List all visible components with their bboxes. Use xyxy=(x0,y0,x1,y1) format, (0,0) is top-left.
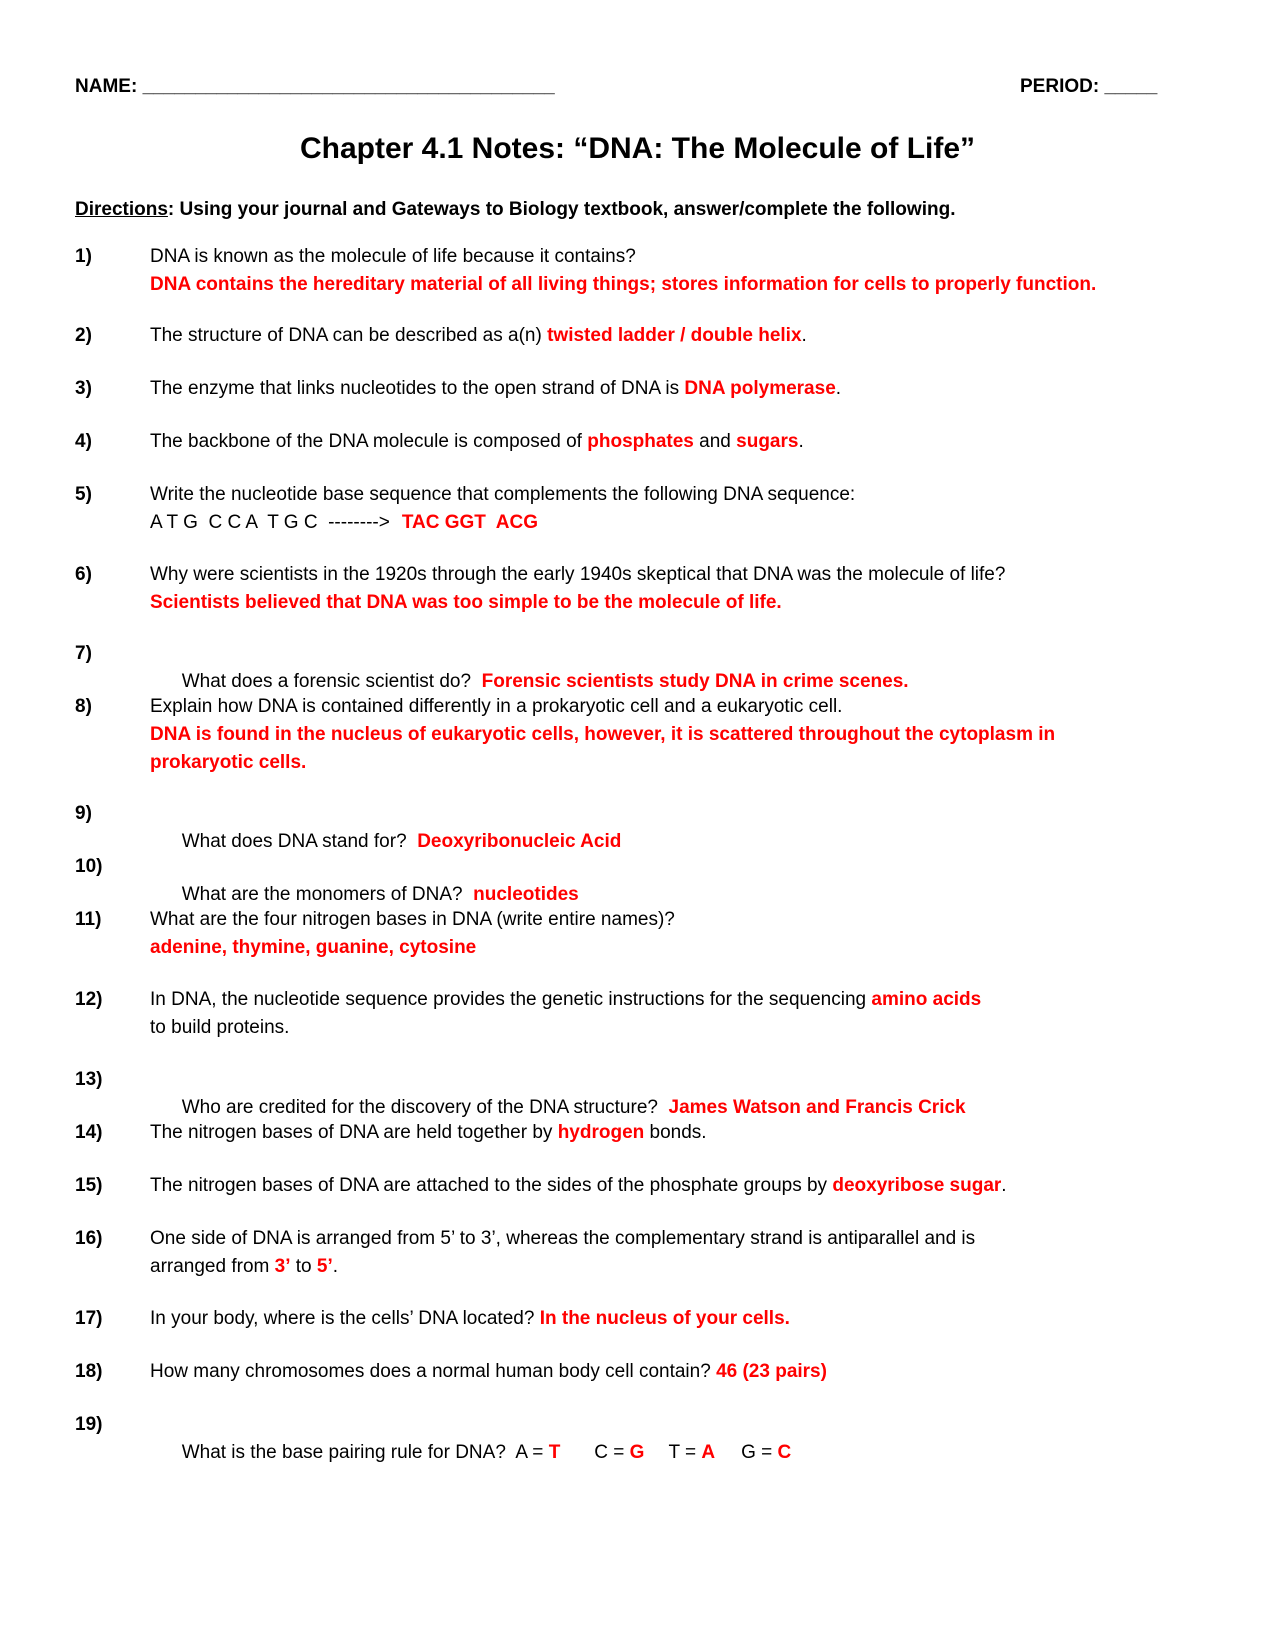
answer-text: DNA polymerase xyxy=(684,378,836,399)
question-text: Who are credited for the discovery of the DNA structure? xyxy=(181,1097,669,1118)
name-blank[interactable]: _______________________________________ xyxy=(142,76,555,97)
question-number: 13) xyxy=(75,1069,103,1090)
question-text-line-2: to build proteins. xyxy=(150,1017,290,1038)
answer-text-1: phosphates xyxy=(587,431,694,452)
pair-a-label: A = xyxy=(515,1442,549,1463)
question-text-line-2: arranged from xyxy=(150,1256,275,1277)
question-number: 9) xyxy=(75,803,92,824)
question-text: What are the monomers of DNA? xyxy=(181,884,474,905)
question-text-end: . xyxy=(1001,1175,1007,1196)
question-number: 5) xyxy=(75,484,92,505)
answer-text: In the nucleus of your cells. xyxy=(539,1308,790,1329)
period-row xyxy=(1020,76,1157,98)
question-number: 15) xyxy=(75,1175,103,1196)
question-text-end: . xyxy=(835,378,842,399)
question-number: 14) xyxy=(75,1122,103,1143)
question-text: One side of DNA is arranged from 5’ to 3’, whereas the complementary strand is antiparallel and is xyxy=(150,1228,976,1249)
pair-c-answer: G xyxy=(629,1442,645,1463)
question-number: 16) xyxy=(75,1228,103,1249)
answer-text: Deoxyribonucleic Acid xyxy=(417,831,622,852)
question-text: The nitrogen bases of DNA are attached to the sides of the phosphate groups by xyxy=(150,1175,833,1196)
question-text: In your body, where is the cells’ DNA located? xyxy=(150,1308,540,1329)
period-label: PERIOD: xyxy=(1020,76,1100,97)
question-number: 8) xyxy=(75,696,92,717)
answer-text: nucleotides xyxy=(473,884,579,905)
answer-text-line-2: prokaryotic cells. xyxy=(150,752,307,773)
question-number: 10) xyxy=(75,856,103,877)
pair-c-label: C = xyxy=(594,1442,630,1463)
answer-text: TAC GGT ACG xyxy=(401,512,538,533)
dna-sequence: A T G C C A T G C --------> xyxy=(150,512,390,533)
name-row xyxy=(75,76,555,98)
question-number: 2) xyxy=(75,325,92,346)
pair-g-answer: C xyxy=(777,1442,792,1463)
question-number: 11) xyxy=(75,909,102,930)
question-text: Why were scientists in the 1920s through the early 1940s skeptical that DNA was the molecule of life? xyxy=(150,564,1006,585)
pair-g-label: G = xyxy=(741,1442,778,1463)
directions xyxy=(75,198,955,222)
question-text: DNA is known as the molecule of life because it contains? xyxy=(150,246,636,267)
question-text: What are the four nitrogen bases in DNA (write entire names)? xyxy=(150,909,675,930)
question-number: 19) xyxy=(75,1414,103,1435)
question-number: 12) xyxy=(75,989,103,1010)
answer-text-2: sugars xyxy=(736,431,799,452)
question-text: What does a forensic scientist do? xyxy=(181,671,482,692)
question-number: 18) xyxy=(75,1361,103,1382)
question-text-end: . xyxy=(332,1256,339,1277)
question-text-end: . xyxy=(798,431,804,452)
answer-text-1: 3’ xyxy=(274,1256,291,1277)
question-text: The backbone of the DNA molecule is composed of xyxy=(150,431,588,452)
answer-text: Forensic scientists study DNA in crime scenes. xyxy=(481,671,909,692)
question-text: How many chromosomes does a normal human body cell contain? xyxy=(150,1361,717,1382)
pair-a-answer: T xyxy=(548,1442,561,1463)
question-text-end: bonds. xyxy=(644,1122,707,1143)
answer-text: James Watson and Francis Crick xyxy=(668,1097,966,1118)
question-text-mid: and xyxy=(693,431,737,452)
question-text-mid: to xyxy=(290,1256,317,1277)
question-number: 7) xyxy=(75,643,92,664)
directions-label: Directions xyxy=(75,199,168,220)
question-number: 17) xyxy=(75,1308,103,1329)
answer-text: adenine, thymine, guanine, cytosine xyxy=(150,937,477,958)
answer-text: hydrogen xyxy=(557,1122,645,1143)
question-text: What does DNA stand for? xyxy=(181,831,418,852)
question-number: 6) xyxy=(75,564,92,585)
answer-text: amino acids xyxy=(871,989,982,1010)
question-number: 1) xyxy=(75,246,92,267)
name-label: NAME: xyxy=(75,76,138,97)
directions-text: : Using your journal and Gateways to Biology textbook, answer/complete the following. xyxy=(167,199,956,220)
pair-t-label: T = xyxy=(668,1442,702,1463)
answer-text: 46 (23 pairs) xyxy=(716,1361,827,1382)
answer-text: twisted ladder / double helix xyxy=(547,325,802,346)
question-text: In DNA, the nucleotide sequence provides the genetic instructions for the sequencing xyxy=(150,989,872,1010)
pair-t-answer: A xyxy=(701,1442,716,1463)
question-text-end: . xyxy=(801,325,807,346)
question-text: The enzyme that links nucleotides to the open strand of DNA is xyxy=(150,378,685,399)
question-text: The structure of DNA can be described as a(n) xyxy=(150,325,548,346)
answer-text: DNA contains the hereditary material of all living things; stores information for cells to properly function. xyxy=(150,274,1097,295)
period-blank[interactable]: _____ xyxy=(1104,76,1158,97)
answer-text-2: 5’ xyxy=(316,1256,333,1277)
answer-text: deoxyribose sugar xyxy=(832,1175,1002,1196)
question-text: Explain how DNA is contained differently in a prokaryotic cell and a eukaryotic cell. xyxy=(150,696,843,717)
question-number: 4) xyxy=(75,431,92,452)
question-text: What is the base pairing rule for DNA? xyxy=(181,1442,516,1463)
question-text: The nitrogen bases of DNA are held together by xyxy=(150,1122,558,1143)
answer-text-line-1: DNA is found in the nucleus of eukaryotic cells, however, it is scattered throughout the cytoplasm in xyxy=(150,724,1056,745)
question-number: 3) xyxy=(75,378,92,399)
question-text: Write the nucleotide base sequence that complements the following DNA sequence: xyxy=(150,484,856,505)
page-title: Chapter 4.1 Notes: “DNA: The Molecule of Life” xyxy=(299,132,976,165)
answer-text: Scientists believed that DNA was too simple to be the molecule of life. xyxy=(150,592,782,613)
